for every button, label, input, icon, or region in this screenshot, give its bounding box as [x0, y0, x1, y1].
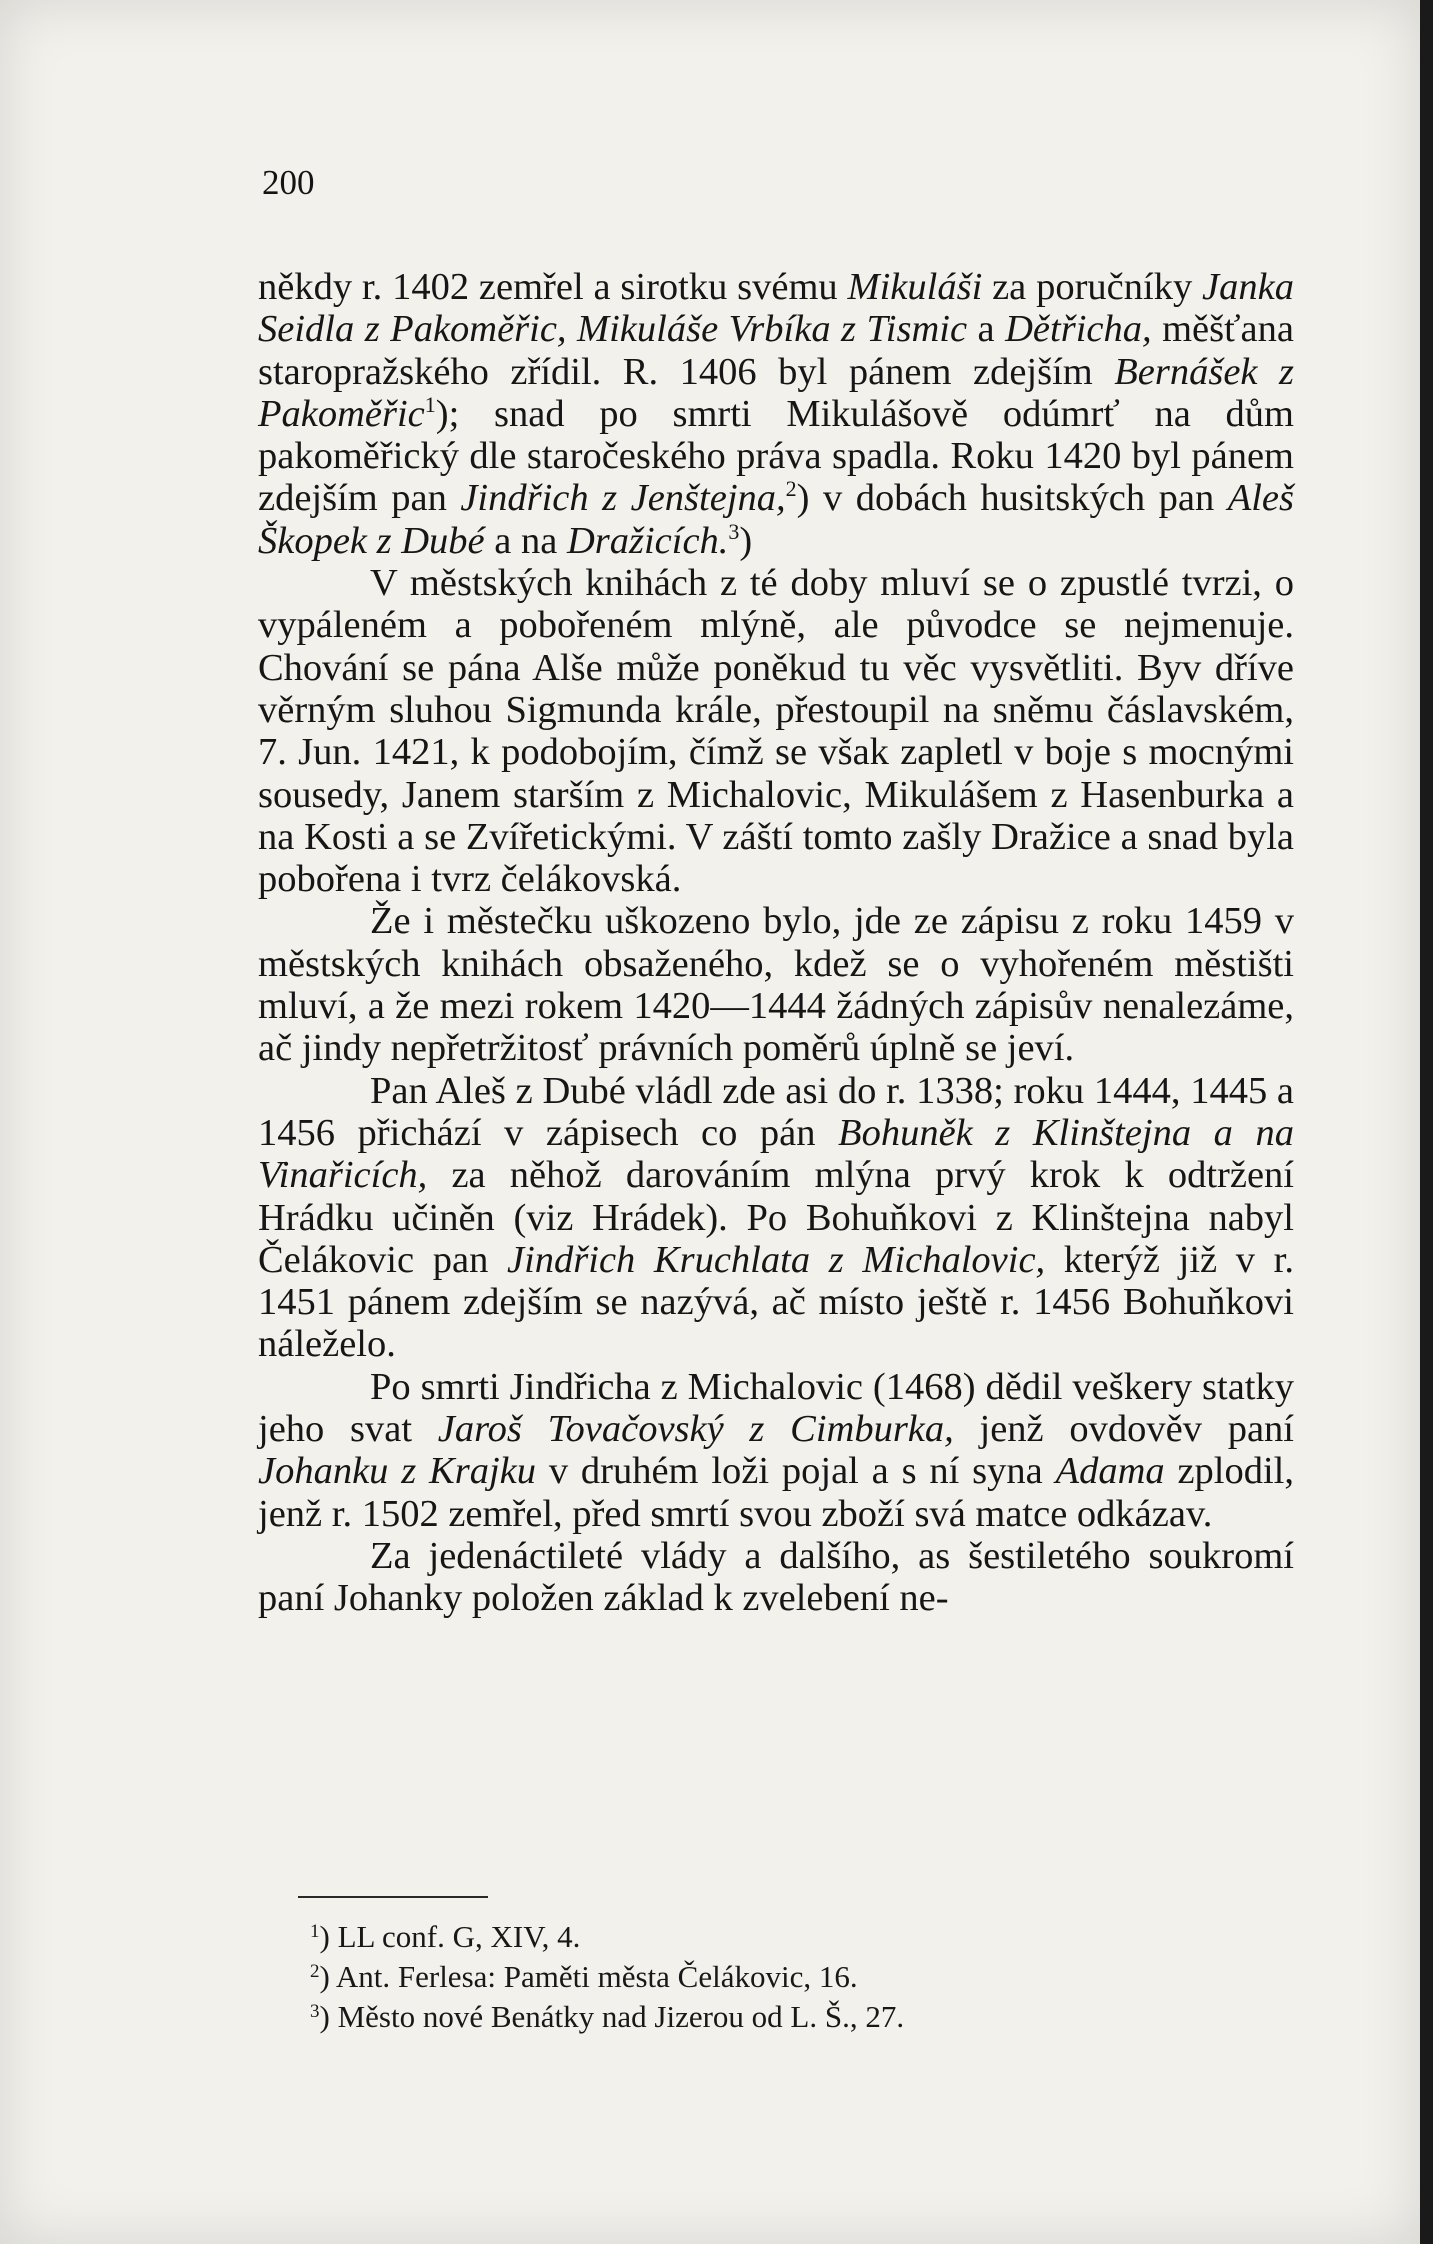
- italic-name: Jindřich Kruchlata z Michalovic,: [506, 1238, 1046, 1281]
- text-run: za něhož darováním mlýna prvý krok k odtržení Hrádku učiněn (viz Hrádek). Po Bohuňkovi z Klinštejna nabyl Čelákovic pan: [258, 1154, 1294, 1281]
- text-run: ; snad po smrti Mikulášově odúmrť na dům pakoměřický dle staročeského práva spadla. Roku 1420 byl pánem zdejším pan: [258, 392, 1294, 520]
- italic-name: Johanku z Krajku: [258, 1450, 536, 1493]
- text-run: Za jedenáctileté vlády a dalšího, as šestiletého soukromí paní Johanky položen základ k zvelebení ne-: [258, 1534, 1294, 1620]
- text-run: Po smrti Jindřicha z Michalovic (1468) dědil veškery statky jeho svat: [258, 1365, 1294, 1451]
- text-run: v druhém loži pojal a s ní syna: [536, 1450, 1056, 1493]
- text-run: v dobách husitských pan: [809, 477, 1228, 520]
- text-run: a: [967, 308, 1006, 351]
- italic-name: Dražicích.: [566, 519, 729, 562]
- text-run: V městských knihách z té doby mluví se o zpustlé tvrzi, o vypáleném a pobořeném mlýně, ale původce se nejmenuje. Chování se pána Alše může poněkud tu věc vysvětliti. Byv dříve věrným sluhou Sigmunda krále, přestoupil na sněmu čáslavském, 7. Jun. 1421, k podobojím, čímž se však zapletl v boje s mocnými sousedy, Janem starším z Michalovic, Mikulášem z Hasenburka a na Kosti a se Zvířetickými. V záští tomto zašly Dražice a snad byla pobořena i tvrz čelákovská.: [258, 562, 1294, 901]
- italic-name: Aleš Škopek z Dubé: [258, 477, 1294, 562]
- paragraph: [258, 1070, 1294, 1366]
- footnote-reference: 2: [785, 476, 797, 502]
- italic-name: Adama: [1055, 1450, 1165, 1493]
- paragraph: [258, 562, 1294, 900]
- footnote-reference: 1: [424, 391, 436, 417]
- italic-name: Jindřich z Jenštejna,: [460, 477, 786, 520]
- footnote-marker: 3: [310, 2001, 320, 2022]
- text-run: a na: [484, 519, 567, 562]
- footnote-marker-paren: ): [319, 1959, 330, 1994]
- footnotes: [310, 1917, 1210, 2037]
- paragraph: [258, 1366, 1294, 1535]
- footnote-marker-paren: ): [319, 1919, 330, 1954]
- italic-name: Dětřicha,: [1005, 308, 1152, 351]
- footnote-marker-paren: ): [319, 1999, 330, 2034]
- footnote-reference-paren: ): [739, 519, 753, 562]
- paragraph: [258, 1535, 1294, 1620]
- footnote: [310, 1957, 1210, 1997]
- text-run: měšťana staropražského zřídil. R. 1406 byl pánem zdejším: [258, 308, 1294, 393]
- italic-name: Bernášek z Pakoměřic: [258, 350, 1294, 435]
- text-run: Pan Aleš z Dubé vládl zde asi do r. 1338; roku 1444, 1445 a 1456 přichází v zápisech co pán: [258, 1069, 1294, 1154]
- footnote-text: Město nové Benátky nad Jizerou od L. Š., 27.: [329, 1999, 905, 2034]
- footnote: [310, 1917, 1210, 1957]
- italic-name: Bohuněk z Klinštejna a na Vinařicích,: [258, 1111, 1294, 1197]
- paragraph: [258, 900, 1294, 1069]
- text-run: někdy r. 1402 zemřel a sirotku svému: [258, 266, 848, 308]
- italic-name: Mikuláši: [847, 266, 983, 308]
- text-run: jenž ovdověv paní: [953, 1408, 1294, 1451]
- footnote-marker: 2: [310, 1961, 320, 1982]
- page-number: 200: [262, 163, 315, 202]
- italic-name: Jaroš Tovačovský z Cimburka,: [437, 1408, 954, 1451]
- footnote: [310, 1997, 1210, 2037]
- footnote-divider: [298, 1896, 488, 1898]
- footnote-reference: 3: [728, 518, 740, 544]
- footnote-marker: 1: [310, 1921, 320, 1942]
- body-text: [258, 266, 1294, 1620]
- text-run: Že i městečku uškozeno bylo, jde ze zápisu z roku 1459 v městských knihách obsaženého, kdež se o vyhořeném městišti mluví, a že mezi rokem 1420—1444 žádných zápisův nenalezáme, ač jindy nepřetržitosť právních poměrů úplně se jeví.: [258, 900, 1294, 1070]
- text-run: kterýž již v r. 1451 pánem zdejším se nazývá, ač místo ještě r. 1456 Bohuňkovi náleželo.: [258, 1238, 1294, 1366]
- text-run: za poručníky: [982, 266, 1203, 308]
- footnote-reference-paren: ): [435, 392, 449, 435]
- footnote-text: Ant. Ferlesa: Paměti města Čelákovic, 16.: [329, 1959, 858, 1994]
- paragraph: [258, 266, 1294, 562]
- footnote-text: LL conf. G, XIV, 4.: [329, 1919, 581, 1954]
- text-run: zplodil, jenž r. 1502 zemřel, před smrtí svou zboží svá matce odkázav.: [258, 1450, 1294, 1535]
- italic-name: Janka Seidla z Pakoměřic, Mikuláše Vrbíka z Tismic: [258, 266, 1294, 351]
- footnote-reference-paren: ): [796, 477, 810, 520]
